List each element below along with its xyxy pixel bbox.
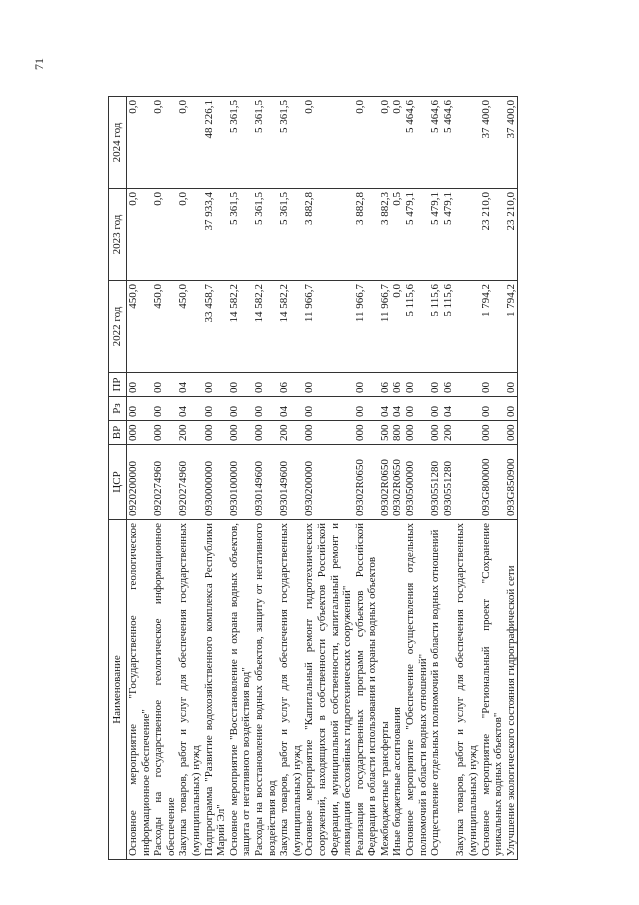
row-rz [429,397,454,421]
row-2022 [177,281,202,373]
row-2022 [253,281,278,373]
row-vr [228,421,253,445]
row-name: Основное мероприятие "Капитальный ремонт гидротехнических сооружений, находящихся в собственности субъектов Российской Федерации, муниципальной собственности, капитальный ремонт и ликвидация бесхозяйных гидротехнических сооружений" [303,520,353,860]
row-vr [127,421,153,445]
row-csr-value: 0930551280 [441,461,454,516]
table-row [454,97,479,860]
row-csr-value: 09302R0650 [391,459,404,516]
row-2023 [379,189,392,281]
table-row [278,97,303,860]
row-pr-value: 06 [391,382,404,393]
row-pr-value: 04 [177,382,190,393]
row-vr [391,421,404,445]
row-vr [505,421,518,445]
header-rz: Рз [109,397,127,421]
row-pr [127,373,153,397]
row-name: Основное мероприятие "Обеспечение осуществления отдельных полномочий в области водных отношений" [404,520,429,860]
row-pr-value: 00 [353,382,366,393]
row-rz-value: 00 [353,406,366,417]
row-2024-value: 37 400,0 [504,100,517,139]
row-vr [480,421,505,445]
row-rz-value: 04 [378,406,391,417]
row-2024-value: 0,0 [303,100,316,114]
row-vr-value: 000 [227,424,240,441]
row-rz-value: 04 [391,406,404,417]
row-rz-value: 00 [202,406,215,417]
row-csr-value: 0930149600 [278,461,291,516]
row-vr-value: 000 [404,424,417,441]
row-csr-value: 093G800000 [479,458,492,516]
row-2024 [379,97,392,189]
row-csr-value: 093G850900 [504,458,517,516]
row-2024 [354,97,379,189]
row-2023 [404,189,429,281]
header-2024: 2024 год [109,97,127,189]
row-csr-value: 0930200000 [303,461,316,516]
row-2022-value: 14 582,2 [252,284,265,323]
row-2024-value: 0,0 [152,100,165,114]
row-2022-value: 5 115,6 [441,284,454,317]
row-2022-value: 5 115,6 [429,284,442,317]
row-2024 [152,97,177,189]
row-2024 [177,97,202,189]
row-2024-value: 0,0 [378,100,391,114]
row-2023-value: 23 210,0 [504,192,517,231]
row-pr [404,373,429,397]
budget-table [108,96,518,860]
row-vr-value: 500 [378,424,391,441]
row-rz-value: 00 [504,406,517,417]
row-rz-value: 00 [404,406,417,417]
row-vr-value: 000 [152,424,165,441]
row-2024 [391,97,404,189]
row-rz [177,397,202,421]
row-2023-value: 5 361,5 [252,192,265,225]
row-vr [303,421,353,445]
row-csr-value: 0920200000 [127,461,139,516]
row-2022 [505,281,518,373]
row-2023 [278,189,303,281]
row-vr-value: 000 [504,424,517,441]
row-2023 [429,189,454,281]
row-2023-value: 5 479,1 [404,192,417,225]
table-row [505,97,518,860]
row-name: Основное мероприятие "Восстановление и охрана водных объектов, защита от негативного воздействия вод" [228,520,253,860]
row-pr [379,373,392,397]
row-2023 [228,189,253,281]
row-2023-value: 37 933,4 [202,192,215,231]
row-2023 [152,189,177,281]
row-csr [303,445,353,520]
row-2022-value: 33 458,7 [202,284,215,323]
row-pr [253,373,278,397]
row-csr [228,445,253,520]
row-rz [404,397,429,421]
row-vr-value: 000 [202,424,215,441]
table-row [404,97,429,860]
row-vr-value: 200 [441,424,454,441]
row-name: Реализация государственных программ субъектов Российской Федерации в области использования и охраны водных объектов [354,520,379,860]
table-row [391,97,404,860]
row-csr-value: 0930500000 [404,461,417,516]
row-csr-value: 0930149600 [252,461,265,516]
row-pr-value: 00 [303,382,316,393]
row-rz [354,397,379,421]
row-pr-value: 06 [278,382,291,393]
row-2022-value: 0,0 [391,284,404,298]
row-vr [177,421,202,445]
row-2022 [391,281,404,373]
row-vr-value: 000 [252,424,265,441]
row-pr [228,373,253,397]
row-2022-value: 11 966,7 [303,284,316,323]
row-2023-value: 5 361,5 [278,192,291,225]
row-rz-value: 00 [252,406,265,417]
row-2024-value: 37 400,0 [479,100,492,139]
row-2023-value: 0,0 [127,192,139,206]
row-pr [354,373,379,397]
header-csr: ЦСР [109,445,127,520]
row-2022 [228,281,253,373]
row-2023-value: 5 479,1 [441,192,454,225]
row-name: Осуществление отдельных полномочий в области водных отношений [429,520,454,860]
row-2022 [379,281,392,373]
row-2023-value: 0,0 [177,192,190,206]
row-pr [177,373,202,397]
row-2024-value: 5 464,6 [404,100,417,133]
row-2024-value: 0,0 [391,100,404,114]
row-rz [228,397,253,421]
row-name: Иные бюджетные ассигнования [391,520,404,860]
row-name: Улучшение экологического состояния гидрографической сети [505,520,518,860]
row-name: Расходы на государственное геологическое информационное обеспечение [152,520,177,860]
row-2024-value: 5 361,5 [227,100,240,133]
row-pr-value: 00 [152,382,165,393]
header-vr: ВР [109,421,127,445]
row-2022-value: 14 582,2 [278,284,291,323]
row-vr-value: 000 [479,424,492,441]
row-pr [303,373,353,397]
row-2022-value: 450,0 [127,284,139,309]
row-2022-value: 450,0 [152,284,165,309]
row-vr-value: 000 [353,424,366,441]
row-pr-value: 00 [504,382,517,393]
row-pr [278,373,303,397]
row-pr-value: 00 [227,382,240,393]
row-2022 [354,281,379,373]
row-csr-value: 0920274960 [152,461,165,516]
row-csr [379,445,392,520]
row-csr [354,445,379,520]
row-2023 [480,189,505,281]
row-2022-value: 11 966,7 [378,284,391,323]
row-vr-value: 200 [278,424,291,441]
row-csr [278,445,303,520]
table-header-row [109,97,127,860]
table-row [228,97,253,860]
row-csr [454,445,479,520]
row-2023 [127,189,153,281]
row-2024-value: 48 226,1 [202,100,215,139]
row-2024 [480,97,505,189]
row-2024 [505,97,518,189]
row-rz [152,397,177,421]
row-2022 [429,281,454,373]
row-vr [203,421,228,445]
row-rz-value: 00 [479,406,492,417]
row-vr [253,421,278,445]
row-2023 [303,189,353,281]
row-name: Основное мероприятие "Государственное геологическое информационное обеспечение" [127,520,153,860]
row-2022-value: 11 966,7 [353,284,366,323]
table-row [203,97,228,860]
row-2023 [203,189,228,281]
row-csr-value: 0930000000 [202,461,215,516]
row-csr [505,445,518,520]
page-number: 71 [32,58,46,70]
row-2023 [505,189,518,281]
row-2023-value: 3 882,3 [378,192,391,225]
row-vr [404,421,429,445]
table-body [127,97,518,860]
row-pr-value: 06 [378,382,391,393]
row-2022 [203,281,228,373]
row-pr [429,373,454,397]
row-vr [379,421,392,445]
table-row [429,97,454,860]
table-row [379,97,392,860]
row-2023-value: 3 882,8 [303,192,316,225]
row-rz-value: 00 [429,406,442,417]
row-2022 [454,281,479,373]
row-csr [480,445,505,520]
row-2022 [278,281,303,373]
row-2024-value: 0,0 [127,100,139,114]
row-vr [454,421,479,445]
row-2023 [391,189,404,281]
row-2024 [404,97,429,189]
row-rz [253,397,278,421]
row-2023-value: 5 361,5 [227,192,240,225]
row-name: Подпрограмма "Развитие водохозяйственного комплекса Республики Марий Эл" [203,520,228,860]
row-2024-value: 5 464,6 [429,100,442,133]
row-vr-value: 000 [127,424,139,441]
row-rz [303,397,353,421]
row-2024-value: 0,0 [177,100,190,114]
row-pr [152,373,177,397]
row-2022-value: 1 794,2 [504,284,517,317]
row-pr [391,373,404,397]
row-2024 [253,97,278,189]
row-2024 [303,97,353,189]
header-2022: 2022 год [109,281,127,373]
row-name: Закупка товаров, работ и услуг для обеспечения государственных (муниципальных) нужд [278,520,303,860]
row-2023 [177,189,202,281]
row-csr [152,445,177,520]
row-vr [354,421,379,445]
row-2024-value: 0,0 [353,100,366,114]
row-rz [278,397,303,421]
row-pr-value: 00 [404,382,417,393]
row-2024-value: 5 464,6 [441,100,454,133]
header-name: Наименование [109,520,127,860]
row-2023 [253,189,278,281]
row-rz-value: 04 [441,406,454,417]
row-pr-value: 00 [252,382,265,393]
row-2023-value: 0,5 [391,192,404,206]
row-rz [379,397,392,421]
row-csr-value: 0930551280 [429,461,442,516]
row-2024 [127,97,153,189]
row-rz [480,397,505,421]
table-row [127,97,153,860]
row-name: Расходы на восстановление водных объектов, защиту от негативного воздействия вод [253,520,278,860]
row-2022 [152,281,177,373]
row-2024 [278,97,303,189]
row-pr-value: 00 [202,382,215,393]
table-row [152,97,177,860]
row-pr-value: 00 [429,382,442,393]
row-rz [203,397,228,421]
row-name: Закупка товаров, работ и услуг для обеспечения государственных (муниципальных) нужд [454,520,479,860]
row-csr-value: 0930100000 [227,461,240,516]
row-pr [454,373,479,397]
row-name: Основное мероприятие "Региональный проект "Сохранение уникальных водных объектов" [480,520,505,860]
row-csr [203,445,228,520]
row-vr-value: 000 [303,424,316,441]
row-rz-value: 04 [278,406,291,417]
row-rz [454,397,479,421]
row-2022 [303,281,353,373]
row-2024-value: 5 361,5 [252,100,265,133]
row-rz [127,397,153,421]
table-row [354,97,379,860]
row-pr [203,373,228,397]
row-csr [404,445,429,520]
row-2022 [404,281,429,373]
row-2024 [228,97,253,189]
table-row [177,97,202,860]
row-pr-value: 06 [441,382,454,393]
row-name: Межбюджетные трансферты [379,520,392,860]
row-2023 [454,189,479,281]
row-vr-value: 200 [177,424,190,441]
row-2022 [127,281,153,373]
row-vr [429,421,454,445]
row-vr [278,421,303,445]
row-name: Закупка товаров, работ и услуг для обеспечения государственных (муниципальных) нужд [177,520,202,860]
row-2024 [203,97,228,189]
header-2023: 2023 год [109,189,127,281]
row-csr [127,445,153,520]
row-rz [391,397,404,421]
table-row [303,97,353,860]
row-pr [505,373,518,397]
row-2022-value: 1 794,2 [479,284,492,317]
row-2024-value: 5 361,5 [278,100,291,133]
row-2022-value: 14 582,2 [227,284,240,323]
row-vr [152,421,177,445]
row-2023-value: 3 882,8 [353,192,366,225]
row-csr [429,445,454,520]
row-2023-value: 0,0 [152,192,165,206]
row-rz-value: 00 [303,406,316,417]
row-pr-value: 00 [127,382,139,393]
row-pr-value: 00 [479,382,492,393]
header-pr: ПР [109,373,127,397]
row-2022 [480,281,505,373]
row-pr [480,373,505,397]
row-2023-value: 23 210,0 [479,192,492,231]
row-csr [253,445,278,520]
row-2022-value: 5 115,6 [404,284,417,317]
row-rz-value: 00 [152,406,165,417]
row-vr-value: 800 [391,424,404,441]
row-csr-value: 09302R0650 [378,459,391,516]
row-rz-value: 04 [177,406,190,417]
row-2024 [454,97,479,189]
table-row [480,97,505,860]
row-rz [505,397,518,421]
row-csr-value: 0920274960 [177,461,190,516]
row-2023-value: 5 479,1 [429,192,442,225]
row-2022-value: 450,0 [177,284,190,309]
row-2023 [354,189,379,281]
row-rz-value: 00 [227,406,240,417]
rotated-page-content [108,96,562,860]
row-csr [391,445,404,520]
row-csr-value: 09302R0650 [353,459,366,516]
row-vr-value: 000 [429,424,442,441]
row-rz-value: 00 [127,406,139,417]
row-2024 [429,97,454,189]
row-csr [177,445,202,520]
table-row [253,97,278,860]
